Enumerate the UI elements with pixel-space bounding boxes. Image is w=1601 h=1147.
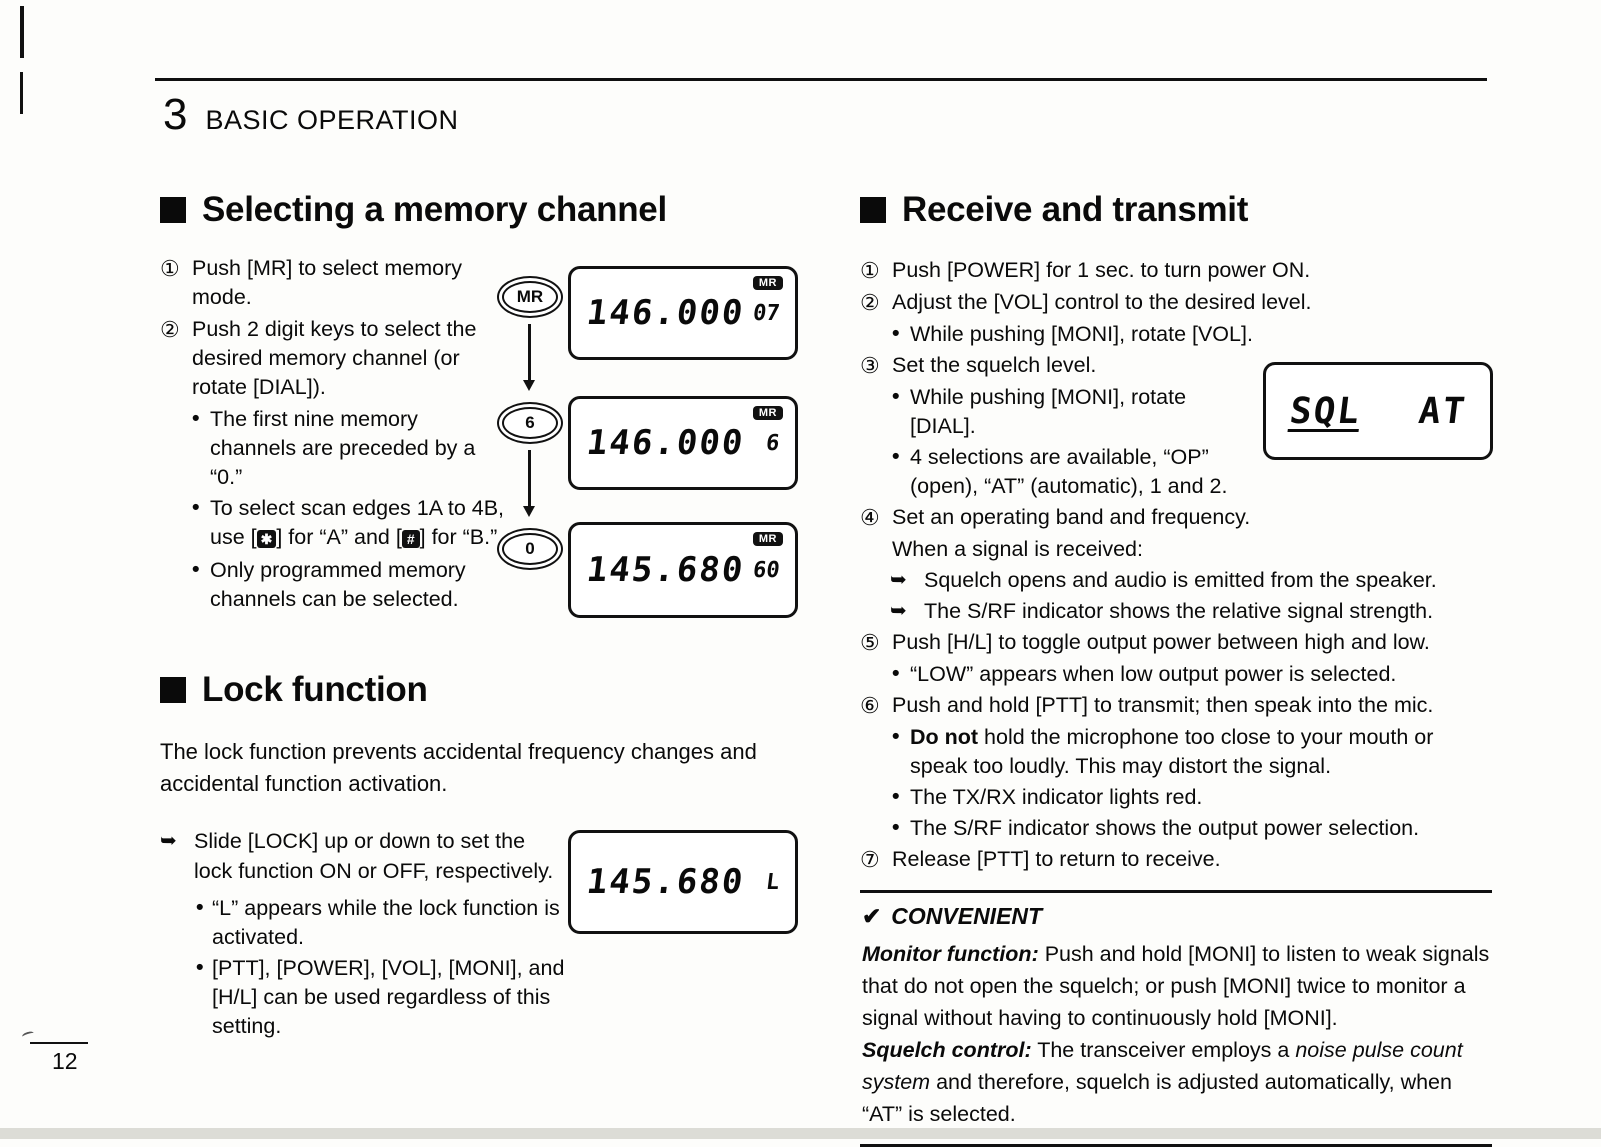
section-heading-receive [860, 190, 1492, 230]
step-text: Push and hold [PTT] to transmit; then speak into the mic. [892, 693, 1434, 717]
bullet-dot: • [892, 444, 900, 468]
convenient-title-text: CONVENIENT [891, 903, 1043, 929]
section-heading-text: Lock function [202, 670, 428, 709]
lcd-memory-number: 6 [764, 430, 781, 456]
bullet-dot: • [892, 815, 900, 839]
circled-number: ⑥ [860, 693, 880, 718]
section-heading-lock [160, 670, 808, 710]
star-key-icon: ✱ [257, 530, 277, 548]
bullet-text-bold: Do not [910, 725, 979, 749]
memory-step-1 [160, 254, 508, 312]
bullet-dot: • [192, 557, 200, 581]
lcd-frequency: 145.680 [584, 550, 747, 590]
bullet-dot: • [892, 784, 900, 808]
check-icon: ✔ [862, 903, 882, 929]
key-label: 0 [525, 539, 535, 558]
bullet-text-rest: hold the microphone too close to your mouth or speak too loudly. This may distort the signal. [910, 725, 1434, 778]
hash-key-icon: # [402, 530, 420, 548]
bullet-dot: • [892, 724, 900, 748]
scan-artifact [20, 6, 24, 58]
lock-bullet-1 [160, 894, 580, 952]
monitor-function-paragraph [862, 938, 1490, 1034]
squelch-control-lead: Squelch control: [862, 1038, 1032, 1062]
memory-bullet-2 [160, 494, 508, 554]
receive-step-5-bullet [860, 660, 1492, 689]
receive-step-1 [860, 256, 1492, 285]
chapter-title: BASIC OPERATION [205, 105, 459, 135]
memory-bullet-3 [160, 556, 508, 614]
arrow-text: Squelch opens and audio is emitted from the speaker. [924, 568, 1437, 592]
memory-instructions [160, 254, 508, 614]
step-text: Set the squelch level. [892, 353, 1097, 377]
circled-number: ⑤ [860, 630, 880, 655]
mr-badge: MR [753, 532, 783, 546]
circled-number: ⑦ [860, 847, 880, 872]
lock-bullet-2 [160, 954, 580, 1041]
step-text: Release [PTT] to return to receive. [892, 847, 1221, 871]
step-text: Push [MR] to select memory mode. [192, 256, 463, 309]
receive-step-6-bullet-2 [860, 783, 1492, 812]
scan-artifact [20, 72, 23, 114]
lcd-sql-label: SQL [1287, 390, 1364, 432]
section-heading-memory [160, 190, 808, 230]
page-number: 12 [52, 1048, 78, 1074]
section-heading-text: Receive and transmit [902, 190, 1249, 229]
lcd-sql-value: AT [1416, 390, 1469, 432]
bullet-text: The TX/RX indicator lights red. [910, 785, 1203, 809]
receive-step-5 [860, 628, 1492, 657]
scan-artifact [21, 1030, 34, 1039]
step-text: Adjust the [VOL] control to the desired level. [892, 290, 1312, 314]
circled-number: ③ [860, 353, 880, 378]
lcd-display-1 [568, 266, 798, 360]
memory-step-2 [160, 315, 508, 402]
bullet-dot: • [892, 384, 900, 408]
memory-bullet-1 [160, 405, 508, 492]
bullet-text: While pushing [MONI], rotate [VOL]. [910, 322, 1253, 346]
circled-number: ① [860, 258, 880, 283]
receive-step-6-bullet-3 [860, 814, 1492, 843]
receive-step-4-arrow-2 [860, 597, 1492, 626]
down-arrow-icon [528, 324, 531, 386]
left-column [160, 190, 808, 1043]
key-label: 6 [525, 413, 535, 432]
section-square-icon [160, 197, 186, 223]
bullet-dot: • [892, 661, 900, 685]
key-label: MR [516, 287, 544, 306]
lcd-display-2 [568, 396, 798, 490]
receive-step-4-arrow-1 [860, 566, 1492, 595]
circled-number: ① [160, 256, 180, 281]
monitor-function-lead: Monitor function: [862, 942, 1039, 966]
hook-arrow-icon: ➥ [890, 569, 907, 591]
bullet-text: The S/RF indicator shows the output power selection. [910, 816, 1420, 840]
lcd-frequency: 146.000 [584, 293, 747, 333]
squelch-control-italic: noise pulse count system [862, 1038, 1463, 1094]
bullet-text: The first nine memory channels are preceded by a “0.” [210, 407, 476, 489]
circled-number: ② [160, 317, 180, 342]
mr-badge: MR [753, 276, 783, 290]
section-selecting-memory-channel [160, 190, 808, 648]
bullet-dot: • [196, 955, 204, 979]
key-0 [497, 528, 563, 570]
bullet-dot: • [192, 406, 200, 430]
step-text: Push 2 digit keys to select the desired memory channel (or rotate [DIAL]). [192, 317, 477, 399]
lock-intro: The lock function prevents accidental frequency changes and accidental function activation. [160, 739, 757, 796]
receive-step-7 [860, 845, 1492, 874]
lcd-memory-number: 60 [750, 557, 781, 583]
step-text: Set an operating band and frequency. [892, 505, 1251, 529]
key-6 [497, 402, 563, 444]
bullet-dot: • [892, 321, 900, 345]
lcd-memory-number: 07 [750, 300, 781, 326]
monitor-function-body: Push and hold [MONI] to listen to weak signals that do not open the squelch; or push [MONI] twice to monitor a signal without having to continuously hold [MONI]. [862, 942, 1490, 1030]
lcd-display-3 [568, 522, 798, 618]
squelch-control-body: The transceiver employs a [1031, 1038, 1296, 1062]
key-mr [497, 276, 563, 318]
receive-step-6-bullet-1 [860, 723, 1492, 781]
lcd-frequency: 145.680 [584, 862, 747, 902]
squelch-control-body-end: and therefore, squelch is adjusted automatically, when “AT” is selected. [862, 1070, 1452, 1126]
circled-number: ② [860, 290, 880, 315]
lcd-frequency: 146.000 [584, 423, 747, 463]
page-number-rule [30, 1042, 88, 1044]
lcd-display-squelch [1263, 362, 1493, 460]
lcd-display-lock [568, 830, 798, 934]
section-heading-text: Selecting a memory channel [202, 190, 667, 229]
chapter-number: 3 [163, 90, 188, 139]
receive-step-3-bullet-2 [860, 443, 1252, 501]
circled-number: ④ [860, 505, 880, 530]
step-text: Push [POWER] for 1 sec. to turn power ON. [892, 258, 1311, 282]
receive-step-3-bullet-1 [860, 383, 1252, 441]
receive-step-2 [860, 288, 1492, 317]
bullet-text [210, 496, 504, 549]
bullet-text: Only programmed memory channels can be selected. [210, 558, 466, 611]
squelch-control-paragraph [862, 1034, 1490, 1130]
section-square-icon [160, 677, 186, 703]
section-square-icon [860, 197, 886, 223]
mr-badge: MR [753, 406, 783, 420]
step-text: Push [H/L] to toggle output power between high and low. [892, 630, 1430, 654]
bullet-text-part: ] for “B.” [419, 525, 498, 549]
receive-step-4-subtext: When a signal is received: [892, 537, 1143, 561]
scan-edge [0, 1128, 1601, 1139]
lock-bullets [160, 894, 580, 1041]
lcd-lock-indicator: L [764, 869, 781, 895]
right-column [860, 190, 1492, 1147]
bullet-text-part: To select scan edges 1A to 4B, use [ [210, 496, 505, 549]
arrow-text: The S/RF indicator shows the relative signal strength. [924, 599, 1434, 623]
bullet-dot: • [196, 895, 204, 919]
step-text: Slide [LOCK] up or down to set the lock function ON or OFF, respectively. [194, 829, 554, 883]
bullet-text: While pushing [MONI], rotate [DIAL]. [910, 385, 1187, 438]
down-arrow-icon [528, 450, 531, 512]
section-lock-function [160, 670, 808, 1041]
bullet-text [910, 725, 1433, 778]
receive-step-6 [860, 691, 1492, 720]
hook-arrow-icon: ➥ [160, 830, 177, 852]
bullet-text: [PTT], [POWER], [VOL], [MONI], and [H/L] can be used regardless of this setting. [212, 956, 565, 1038]
header-rule [155, 78, 1487, 81]
bullet-text: 4 selections are available, “OP” (open), “AT” (automatic), 1 and 2. [910, 445, 1228, 498]
bullet-text-part: ] for “A” and [ [276, 525, 402, 549]
receive-step-4 [860, 503, 1492, 532]
convenient-title [862, 903, 1490, 930]
receive-step-2-bullet [860, 320, 1492, 349]
bullet-text: “LOW” appears when low output power is selected. [910, 662, 1397, 686]
chapter-header [163, 90, 459, 140]
bullet-text: “L” appears while the lock function is activated. [212, 896, 560, 949]
hook-arrow-icon: ➥ [890, 600, 907, 622]
bullet-dot: • [192, 495, 200, 519]
lock-step [160, 826, 560, 886]
page-number-block [30, 1042, 88, 1075]
convenient-note [860, 890, 1492, 1147]
